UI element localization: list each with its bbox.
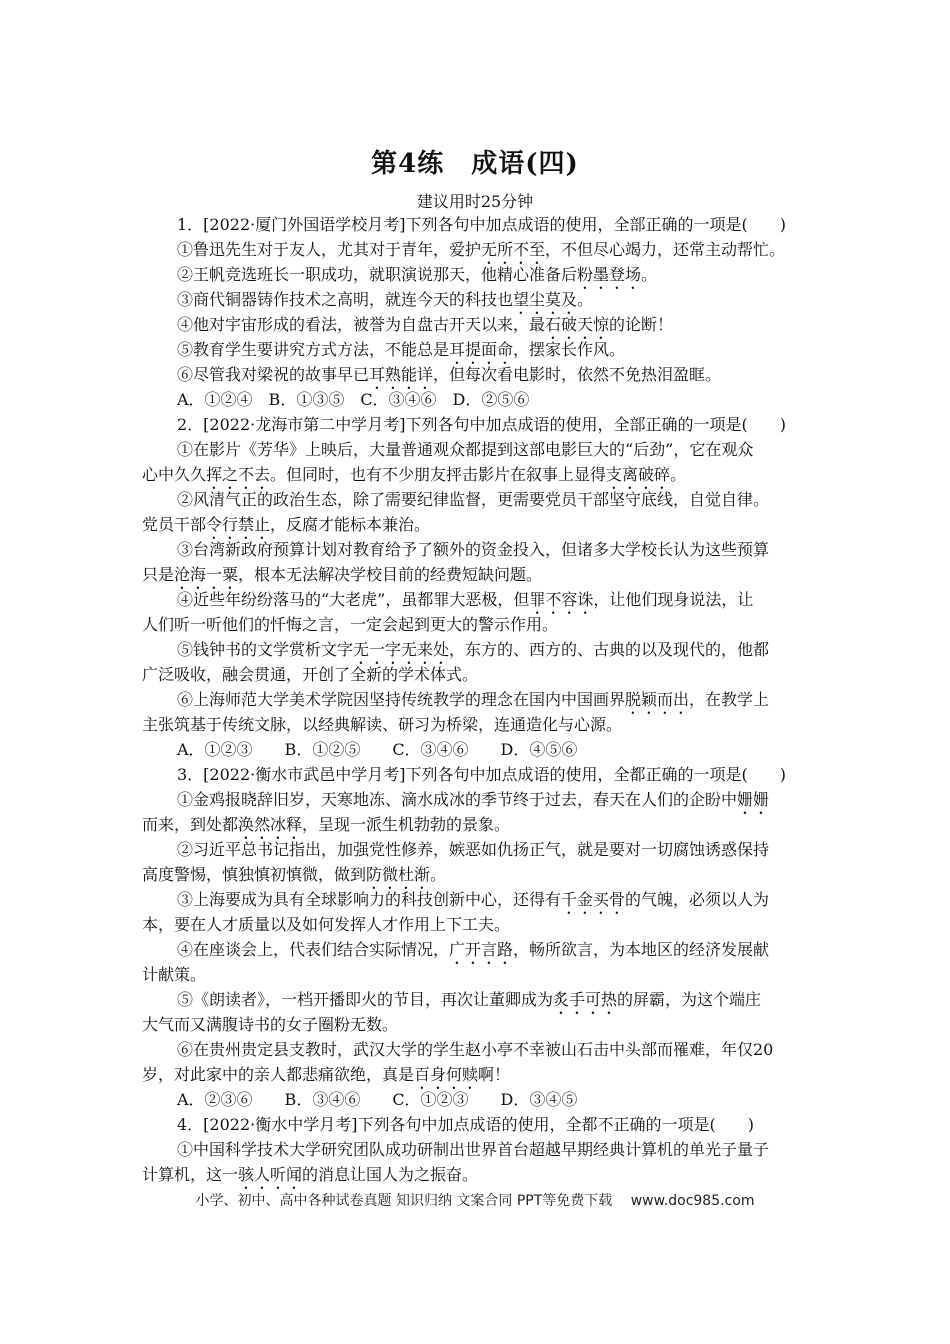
text-run: 岁，对此家中的亲人都悲痛欲绝，真是: [142, 1065, 415, 1084]
text-run: ②习近平总书记指出，加强党性修养，嫉恶如仇扬正气，就是要对一切腐蚀诱惑保持: [177, 840, 770, 859]
text-run: 广泛吸收，融会贯通，开创了全新的学术体式。: [142, 665, 479, 684]
sentence-item: [142, 887, 812, 912]
text-run: 4．[2022·衡水中学月考]下列各句中加点成语的使用，全都不正确的一项是( ): [177, 1115, 754, 1134]
text-run: ④在座谈会上，代表们结合实际情况，: [177, 940, 450, 959]
text-run: ④近些年纷纷落马的“大老虎”，虽都罪大恶极，但: [177, 590, 530, 609]
text-run: ，但每次看电影时，依然不免热泪盈眶。: [433, 365, 722, 384]
sentence-item: [142, 1137, 812, 1162]
emphasized-idiom: 无所不至: [481, 240, 546, 259]
text-run: ⑤钱钟书的文学赏析文字: [177, 640, 354, 659]
sentence-item: [142, 637, 812, 662]
text-run: ①鲁迅先生对于友人，尤其对于青年，爱护: [177, 240, 482, 259]
text-run: ，让他们现身说法，让: [593, 590, 754, 609]
text-run: ④他对宇宙形成的看法，被誉为自盘古开天以来，最: [177, 315, 546, 334]
exercise-content: [142, 212, 812, 1187]
sentence-item: [142, 487, 812, 512]
text-run: ，根本无法解决学校目前的经费短缺问题。: [238, 565, 543, 584]
sentence-item: [142, 587, 812, 612]
text-run: ⑤教育学生要讲究方式方法，不能总是: [177, 340, 450, 359]
sentence-continuation: [142, 512, 812, 537]
answer-options: [142, 1087, 812, 1112]
sentence-continuation: [142, 662, 812, 687]
text-run: 。: [670, 465, 687, 484]
emphasized-idiom: 粉墨登场: [577, 265, 642, 284]
text-run: 的论断！: [609, 315, 674, 334]
text-run: 啊！: [478, 1065, 511, 1084]
sentence-item: [142, 362, 812, 387]
sentence-continuation: [142, 462, 812, 487]
text-run: 计算机，这一: [142, 1165, 239, 1184]
text-run: ①中国科学技术大学研究团队成功研制出世界首台超越早期经典计算机的单光子量子: [177, 1140, 770, 1159]
text-run: 计献策。: [142, 965, 207, 984]
emphasized-idiom: 炙手可热: [553, 990, 618, 1009]
sentence-item: [142, 312, 812, 337]
text-run: ①在影片《芳华》上映后，大量普通观众都提到这部电影巨大的“后劲”，它在观众: [177, 440, 754, 459]
emphasized-idiom: 石破天惊: [545, 315, 610, 334]
emphasized-idiom: 罪不容诛: [529, 590, 594, 609]
text-run: 人们听一听他们的忏悔之言，一定会起到更大的警示作用。: [142, 615, 559, 634]
text-run: ②王帆竞选班长一职成功，就职演说那天，他精心准备后: [177, 265, 578, 284]
text-run: ，摆家长作风。: [513, 340, 626, 359]
emphasized-idiom: 姗姗: [737, 790, 770, 809]
text-run: ③商代铜器铸作技术之高明，就连今天的科技也: [177, 290, 514, 309]
text-run: ，畅所欲言，为本地区的经济发展献: [513, 940, 770, 959]
sentence-item: [142, 987, 812, 1012]
emphasized-idiom: 耳提面命: [449, 340, 514, 359]
text-run: ③上海要成为具有全球影响力的科技创新中心，还得有: [177, 890, 562, 909]
text-run: ，东方的、西方的、古典的以及现代的，他都: [449, 640, 770, 659]
text-run: ，呈现一派生机勃勃的景象。: [302, 815, 511, 834]
text-run: 主张筑基于传统文脉，以经典解读、研习为桥梁，连通造化与心源。: [142, 715, 623, 734]
sentence-continuation: [142, 712, 812, 737]
sentence-continuation: [142, 962, 812, 987]
text-run: ⑥上海师范大学美术学院因坚持传统教学的理念在国内中国画界: [177, 690, 626, 709]
sentence-continuation: [142, 1162, 812, 1187]
text-run: A．②③⑥ B．③④⑥ C．①②③ D．③④⑤: [177, 1090, 578, 1109]
question-stem: [142, 762, 812, 787]
sentence-item: [142, 262, 812, 287]
text-run: 。: [430, 865, 447, 884]
text-run: 1．[2022·厦门外国语学校月考]下列各句中加点成语的使用，全部正确的一项是( ): [177, 215, 786, 234]
sentence-item: [142, 287, 812, 312]
text-run: 大气而又满腹诗书的女子圈粉无数。: [142, 1015, 399, 1034]
sentence-continuation: [142, 812, 812, 837]
page-title: 第4练 成语(四): [371, 149, 579, 179]
text-run: A．①②③ B．①②⑤ C．③④⑥ D．④⑤⑥: [177, 740, 578, 759]
text-run: ，反腐才能标本兼治。: [270, 515, 431, 534]
text-run: 而来，到处都: [142, 815, 239, 834]
emphasized-idiom: 望尘莫及: [513, 290, 578, 309]
question-stem: [142, 1112, 812, 1137]
emphasized-idiom: 广开言路: [449, 940, 514, 959]
text-run: 。但同时，也有不少朋友抨击影片在叙事上显得: [270, 465, 607, 484]
sentence-continuation: [142, 862, 812, 887]
emphasized-idiom: 耳熟能详: [369, 365, 434, 384]
text-run: ，不但尽心竭力，还常主动帮忙。: [545, 240, 786, 259]
sentence-item: [142, 237, 812, 262]
emphasized-idiom: 脱颖而出: [625, 690, 690, 709]
emphasized-idiom: 令行禁止: [206, 515, 271, 534]
sentence-continuation: [142, 612, 812, 637]
emphasized-idiom: 防微杜渐: [366, 865, 431, 884]
sentence-item: [142, 337, 812, 362]
text-run: 3．[2022·衡水市武邑中学月考]下列各句中加点成语的使用，全都正确的一项是( ): [177, 765, 786, 784]
emphasized-idiom: 无一字无来处: [353, 640, 450, 659]
emphasized-idiom: 百身何赎: [414, 1065, 479, 1084]
emphasized-idiom: 挥之不去: [206, 465, 271, 484]
answer-options: [142, 387, 812, 412]
question-stem: [142, 212, 812, 237]
emphasized-idiom: 涣然冰释: [238, 815, 303, 834]
sentence-continuation: [142, 562, 812, 587]
text-run: 。: [577, 290, 594, 309]
emphasized-idiom: 千金买骨: [561, 890, 626, 909]
text-run: 2．[2022·龙海市第二中学月考]下列各句中加点成语的使用，全部正确的一项是( ): [177, 415, 786, 434]
text-run: ②风清气正的政治生态，除了需要纪律监督，更需要党员干部坚守底线，自觉自律。: [177, 490, 770, 509]
text-run: 心中久久: [142, 465, 207, 484]
text-run: ⑥尽管我对梁祝的故事早已: [177, 365, 370, 384]
text-run: 的屏霸，为这个端庄: [617, 990, 762, 1009]
text-run: 本，要在人才质量以及如何发挥人才作用上下工夫。: [142, 915, 511, 934]
sentence-continuation: [142, 912, 812, 937]
text-run: 。: [641, 265, 658, 284]
text-run: 的消息让国人为之振奋。: [302, 1165, 479, 1184]
text-run: ⑤《朗读者》，一档开播即火的节目，再次让董卿成为: [177, 990, 554, 1009]
emphasized-idiom: 支离破碎: [606, 465, 671, 484]
sentence-item: [142, 937, 812, 962]
text-run: ，在教学上: [689, 690, 770, 709]
sentence-item: [142, 437, 812, 462]
sentence-item: [142, 537, 812, 562]
text-run: 只是: [142, 565, 175, 584]
page-subtitle: 建议用时25分钟: [416, 192, 534, 211]
sentence-continuation: [142, 1012, 812, 1037]
sentence-item: [142, 837, 812, 862]
sentence-item: [142, 787, 812, 812]
emphasized-idiom: 沧海一粟: [174, 565, 239, 584]
sentence-item: [142, 687, 812, 712]
text-run: 高度警惕，慎独慎初慎微，做到: [142, 865, 367, 884]
question-stem: [142, 412, 812, 437]
sentence-continuation: [142, 1062, 812, 1087]
emphasized-idiom: 骇人听闻: [238, 1165, 303, 1184]
answer-options: [142, 737, 812, 762]
text-run: 的气魄，必须以人为: [625, 890, 770, 909]
text-run: ①金鸡报晓辞旧岁，天寒地冻、滴水成冰的季节终于过去，春天在人们的企盼中: [177, 790, 738, 809]
text-run: 党员干部: [142, 515, 207, 534]
text-run: ③台湾新政府预算计划对教育给予了额外的资金投入，但诸多大学校长认为这些预算: [177, 540, 770, 559]
sentence-item: [142, 1037, 812, 1062]
text-run: ⑥在贵州贵定县支教时，武汉大学的学生赵小亭不幸被山石击中头部而罹难，年仅20: [177, 1040, 774, 1059]
text-run: A．①②④ B．①③⑤ C．③④⑥ D．②⑤⑥: [177, 390, 530, 409]
page-footer: 小学、初中、高中各种试卷真题 知识归纳 文案合同 PPT等免费下载 www.doc985.com: [195, 1193, 755, 1209]
